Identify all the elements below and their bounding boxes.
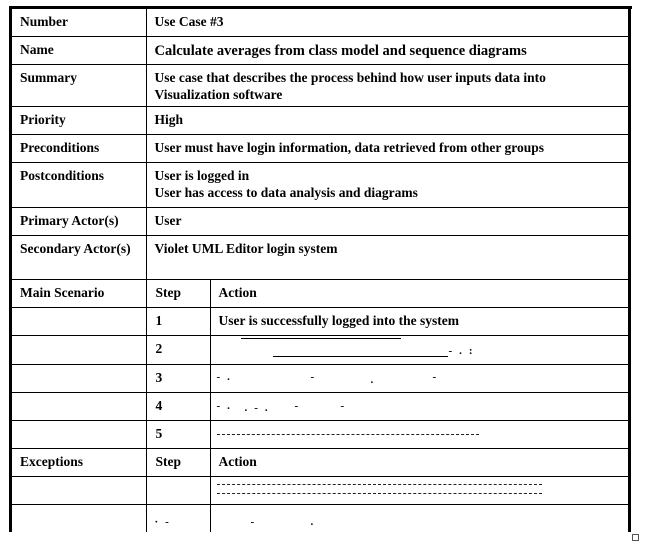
step-number: 5 bbox=[146, 420, 210, 448]
resize-handle[interactable] bbox=[632, 534, 639, 541]
row-label: Preconditions bbox=[12, 134, 146, 162]
step-action-obscured: -. - . - bbox=[210, 364, 628, 392]
scenario-step-row bbox=[12, 335, 628, 364]
row-label: Summary bbox=[12, 64, 146, 106]
main-scenario-header-row bbox=[12, 279, 628, 307]
row-label: Priority bbox=[12, 106, 146, 134]
row-value: Use Case #3 bbox=[146, 9, 628, 36]
table-row-secondary-actor bbox=[12, 235, 628, 279]
use-case-table bbox=[9, 6, 631, 532]
table-row-primary-actor bbox=[12, 207, 628, 235]
row-value: Violet UML Editor login system bbox=[146, 235, 628, 279]
step-action-obscured: -. .-. - - bbox=[210, 392, 628, 420]
table-row-number bbox=[12, 9, 628, 36]
row-value: Calculate averages from class model and sequence diagrams bbox=[146, 36, 628, 64]
table-row-postconditions bbox=[12, 162, 628, 207]
row-label: Name bbox=[12, 36, 146, 64]
table-row-priority bbox=[12, 106, 628, 134]
action-header: Action bbox=[210, 448, 628, 476]
scenario-step-row bbox=[12, 307, 628, 335]
row-value: User bbox=[146, 207, 628, 235]
table-row-name bbox=[12, 36, 628, 64]
step-number: 4 bbox=[146, 392, 210, 420]
postcondition-line: User has access to data analysis and diagrams bbox=[154, 184, 418, 200]
row-value bbox=[146, 162, 628, 207]
table-row-summary bbox=[12, 64, 628, 106]
step-number: 3 bbox=[146, 364, 210, 392]
row-value: User must have login information, data retrieved from other groups bbox=[146, 134, 628, 162]
scenario-step-row bbox=[12, 364, 628, 392]
exception-step-obscured: ·- bbox=[146, 504, 210, 532]
exception-action-obscured: - . bbox=[210, 504, 628, 532]
row-label: Postconditions bbox=[12, 162, 146, 207]
row-value: High bbox=[146, 106, 628, 134]
step-action-obscured bbox=[210, 420, 628, 448]
exception-row bbox=[12, 504, 628, 532]
exception-row bbox=[12, 476, 628, 504]
step-header: Step bbox=[146, 448, 210, 476]
table-row-preconditions bbox=[12, 134, 628, 162]
row-label: Number bbox=[12, 9, 146, 36]
row-label: Secondary Actor(s) bbox=[12, 235, 146, 279]
row-label: Main Scenario bbox=[12, 279, 146, 307]
row-value: Use case that describes the process behind how user inputs data into Visualization software bbox=[146, 64, 628, 106]
step-action-obscured: -.: bbox=[210, 335, 628, 364]
scenario-step-row bbox=[12, 420, 628, 448]
exceptions-header-row bbox=[12, 448, 628, 476]
step-number: 2 bbox=[146, 335, 210, 364]
postcondition-line: User is logged in bbox=[154, 167, 250, 183]
exception-action-obscured bbox=[210, 476, 628, 504]
step-header: Step bbox=[146, 279, 210, 307]
row-label: Primary Actor(s) bbox=[12, 207, 146, 235]
scenario-step-row bbox=[12, 392, 628, 420]
action-header: Action bbox=[210, 279, 628, 307]
step-number: 1 bbox=[146, 307, 210, 335]
row-label: Exceptions bbox=[12, 448, 146, 476]
step-action: User is successfully logged into the system bbox=[210, 307, 628, 335]
